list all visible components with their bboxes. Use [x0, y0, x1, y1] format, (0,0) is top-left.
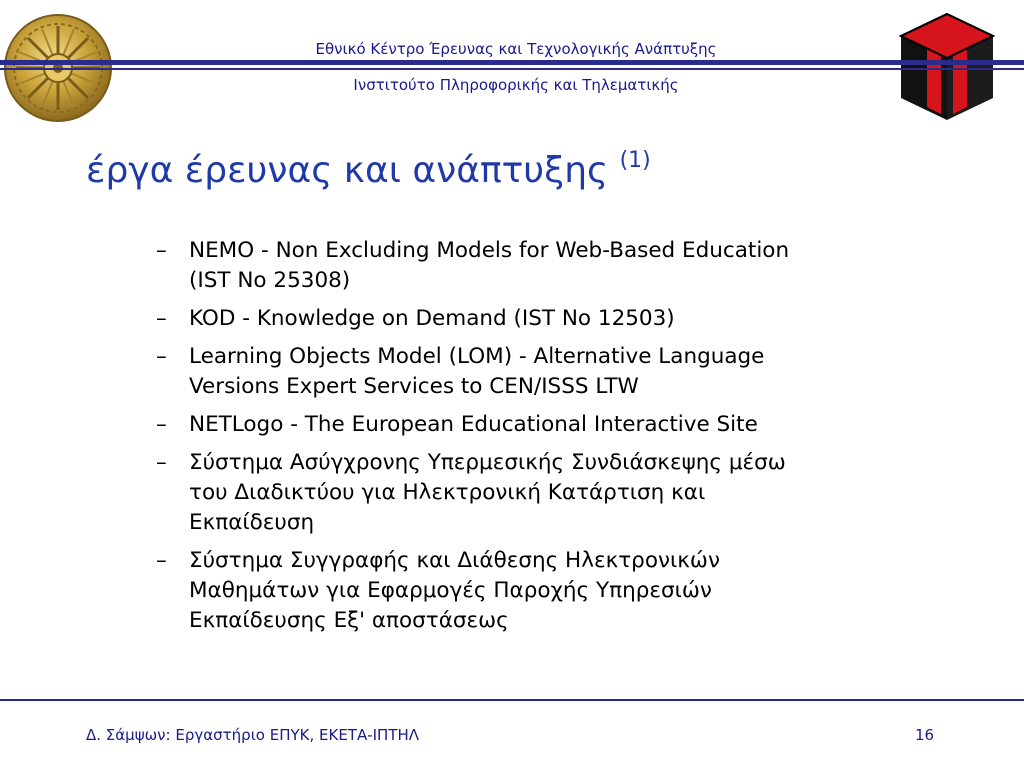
bullet-list	[156, 236, 936, 644]
header-divider-thick	[0, 60, 1024, 65]
header-divider-thin	[0, 68, 1024, 70]
bullet-line: Σύστημα Ασύγχρονης Υπερμεσικής Συνδιάσκεψης μέσω	[189, 450, 786, 475]
bullet-dash: –	[156, 450, 167, 475]
organization-name: Εθνικό Κέντρο Έρευνας και Τεχνολογικής Ανάπτυξης	[315, 40, 717, 58]
slide-title-superscript: (1)	[619, 148, 651, 173]
slide-title	[86, 150, 986, 191]
footer-author: Δ. Σάμψων: Εργαστήριο ΕΠΥΚ, ΕΚΕΤΑ-ΙΠΤΗΛ	[86, 726, 420, 744]
bullet-line: Μαθημάτων για Εφαρμογές Παροχής Υπηρεσιών	[189, 578, 712, 603]
bullet-line: του Διαδικτύου για Ηλεκτρονική Κατάρτιση και	[189, 480, 706, 505]
bullet-dash: –	[156, 548, 167, 573]
bullet-line: Learning Objects Model (LOM) - Alternative Language	[189, 344, 765, 369]
bullet-line: Σύστημα Συγγραφής και Διάθεσης Ηλεκτρονικών	[189, 548, 720, 573]
bullet-item-kod	[156, 304, 936, 334]
footer-divider	[0, 699, 1024, 701]
bullet-item-netlogo	[156, 410, 936, 440]
institute-name: Ινστιτούτο Πληροφορικής και Τηλεματικής	[353, 76, 679, 94]
bullet-item-conferencing-system	[156, 448, 936, 538]
bullet-dash: –	[156, 344, 167, 369]
bullet-line: Εκπαίδευση	[189, 510, 315, 535]
bullet-line: (IST No 25308)	[189, 268, 351, 293]
bullet-item-nemo	[156, 236, 936, 296]
bullet-line: Versions Expert Services to CEN/ISSS LTW	[189, 374, 639, 399]
bullet-line: NEMO - Non Excluding Models for Web-Based Education	[189, 238, 790, 263]
bullet-dash: –	[156, 306, 167, 331]
bullet-line: Εκπαίδευσης Εξ' αποστάσεως	[189, 608, 509, 633]
slide-title-text: έργα έρευνας και ανάπτυξης	[86, 150, 609, 191]
bullet-item-authoring-system	[156, 546, 936, 636]
page-number: 16	[915, 726, 935, 744]
bullet-item-lom	[156, 342, 936, 402]
bullet-line: KOD - Knowledge on Demand (IST No 12503)	[189, 306, 675, 331]
bullet-line: NETLogo - The European Educational Interactive Site	[189, 412, 758, 437]
bullet-dash: –	[156, 238, 167, 263]
bullet-dash: –	[156, 412, 167, 437]
